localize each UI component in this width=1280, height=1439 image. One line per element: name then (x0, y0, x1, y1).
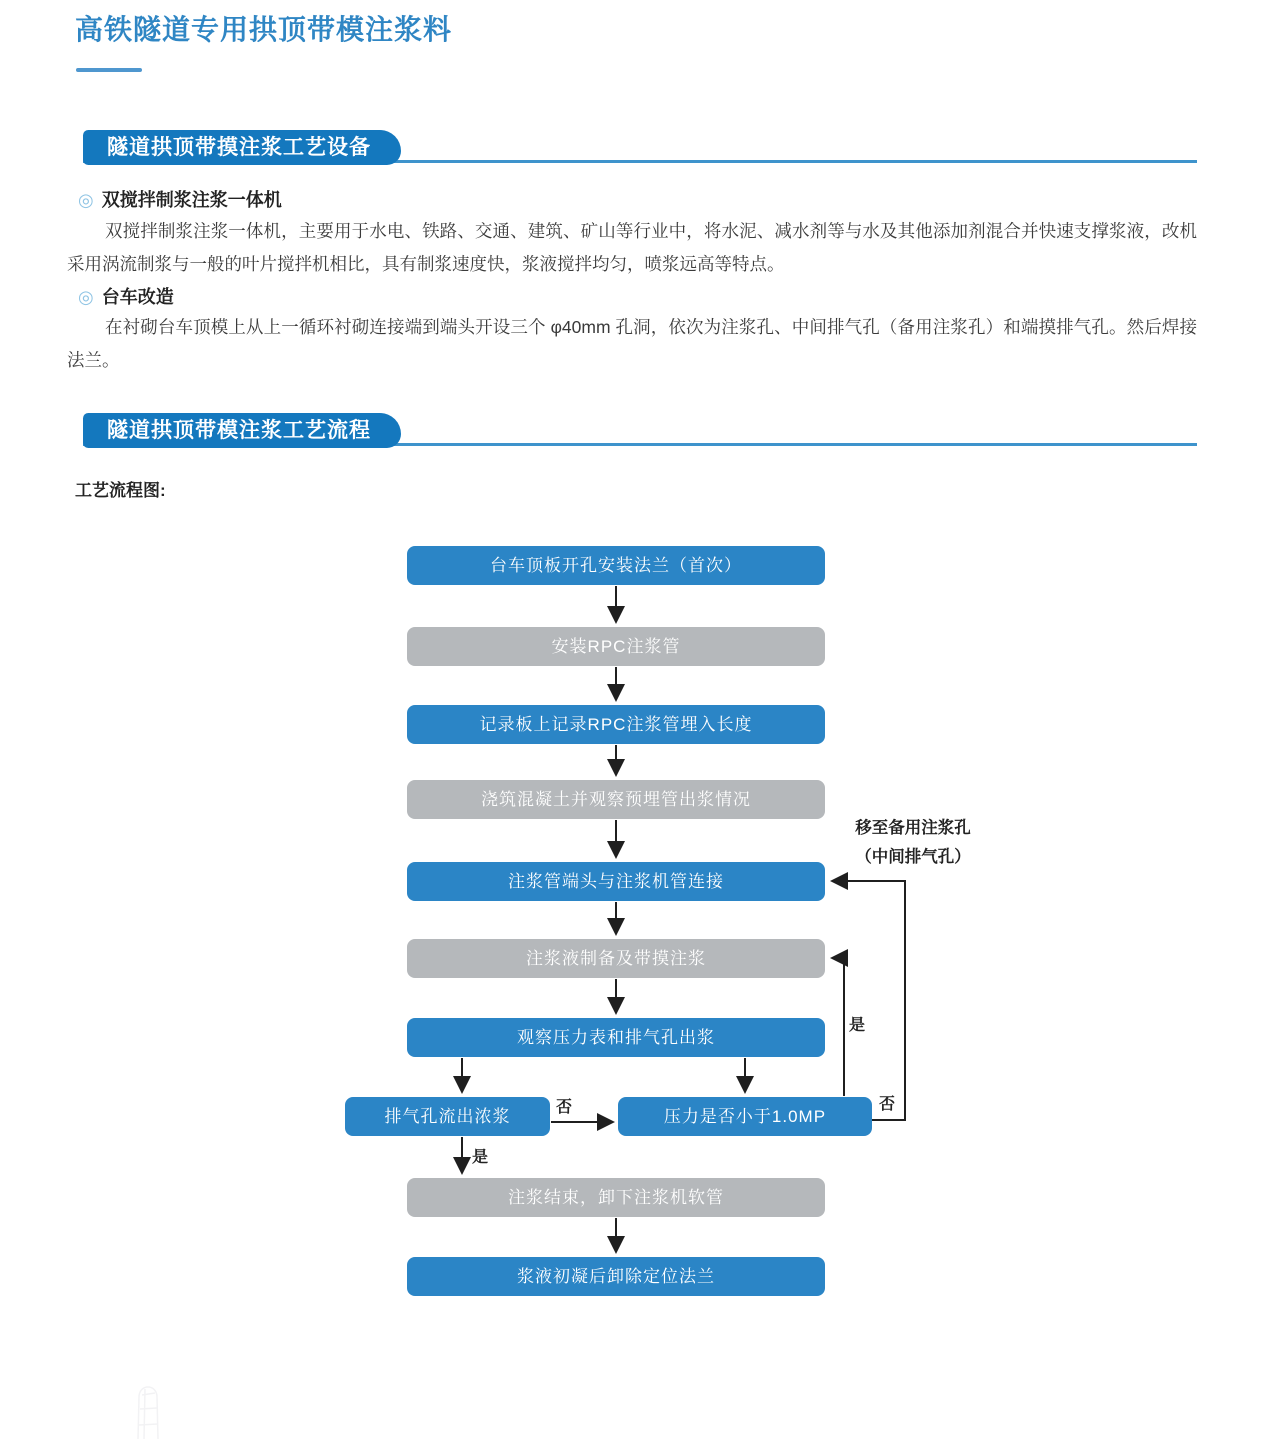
section-header-process (83, 413, 401, 448)
section-header-equipment (83, 130, 401, 165)
subsection-heading-trolley-label: 台车改造 (101, 287, 174, 307)
flow-step-connect-pipe: 注浆管端头与注浆机管连接 (407, 862, 825, 901)
page-title: 高铁隧道专用拱顶带模注浆料 (75, 14, 453, 45)
paragraph-trolley: 在衬砌台车顶模上从上一循环衬砌连接端到端头开设三个 φ40mm 孔洞，依次为注浆孔、中间排气孔（备用注浆孔）和端摸排气孔。然后焊接法兰。 (67, 317, 1197, 370)
flow-step-drill-flange: 台车顶板开孔安装法兰（首次） (407, 546, 825, 585)
flow-step-record-length: 记录板上记录RPC注浆管埋入长度 (407, 705, 825, 744)
ring-bullet-icon: ◎ (78, 190, 94, 210)
flow-step-remove-flange: 浆液初凝后卸除定位法兰 (407, 1257, 825, 1296)
flow-step-install-rpc-pipe: 安装RPC注浆管 (407, 627, 825, 666)
edge-label-no-loop: 否 (879, 1096, 896, 1113)
paragraph-mixer: 双搅拌制浆注浆一体机，主要用于水电、铁路、交通、建筑、矿山等行业中，将水泥、减水剂等与水及其他添加剂混合并快速支撑浆液，改机采用涡流制浆与一般的叶片搅拌机相比，具有制浆速度快，浆液搅拌均匀，喷浆远高等特点。 (67, 221, 1197, 274)
watermark-building-icon (126, 1385, 170, 1439)
subsection-heading-trolley (78, 283, 174, 309)
flow-step-observe-pressure: 观察压力表和排气孔出浆 (407, 1018, 825, 1057)
flow-step-prepare-grout: 注浆液制备及带摸注浆 (407, 939, 825, 978)
section-header-process-label: 隧道拱顶带模注浆工艺流程 (107, 419, 371, 442)
flow-step-finish-grouting: 注浆结束，卸下注浆机软管 (407, 1178, 825, 1217)
flow-decision-pressure: 压力是否小于1.0MP (618, 1097, 872, 1136)
title-underline (76, 68, 142, 72)
edge-label-no: 否 (556, 1099, 573, 1116)
loop-annotation-line2: （中间排气孔） (855, 848, 971, 866)
flow-step-pour-concrete: 浇筑混凝土并观察预埋管出浆情况 (407, 780, 825, 819)
edge-label-yes-loop: 是 (849, 1017, 866, 1034)
loop-annotation-line1: 移至备用注浆孔 (855, 819, 971, 837)
subsection-heading-mixer (78, 186, 282, 212)
loop-annotation (843, 814, 983, 872)
flow-decision-thick-grout: 排气孔流出浓浆 (345, 1097, 550, 1136)
flowchart-caption: 工艺流程图: (75, 481, 166, 500)
ring-bullet-icon: ◎ (78, 287, 94, 307)
subsection-heading-mixer-label: 双搅拌制浆注浆一体机 (101, 190, 282, 210)
edge-label-yes: 是 (472, 1149, 489, 1166)
section-header-equipment-label: 隧道拱顶带摸注浆工艺设备 (107, 136, 371, 159)
